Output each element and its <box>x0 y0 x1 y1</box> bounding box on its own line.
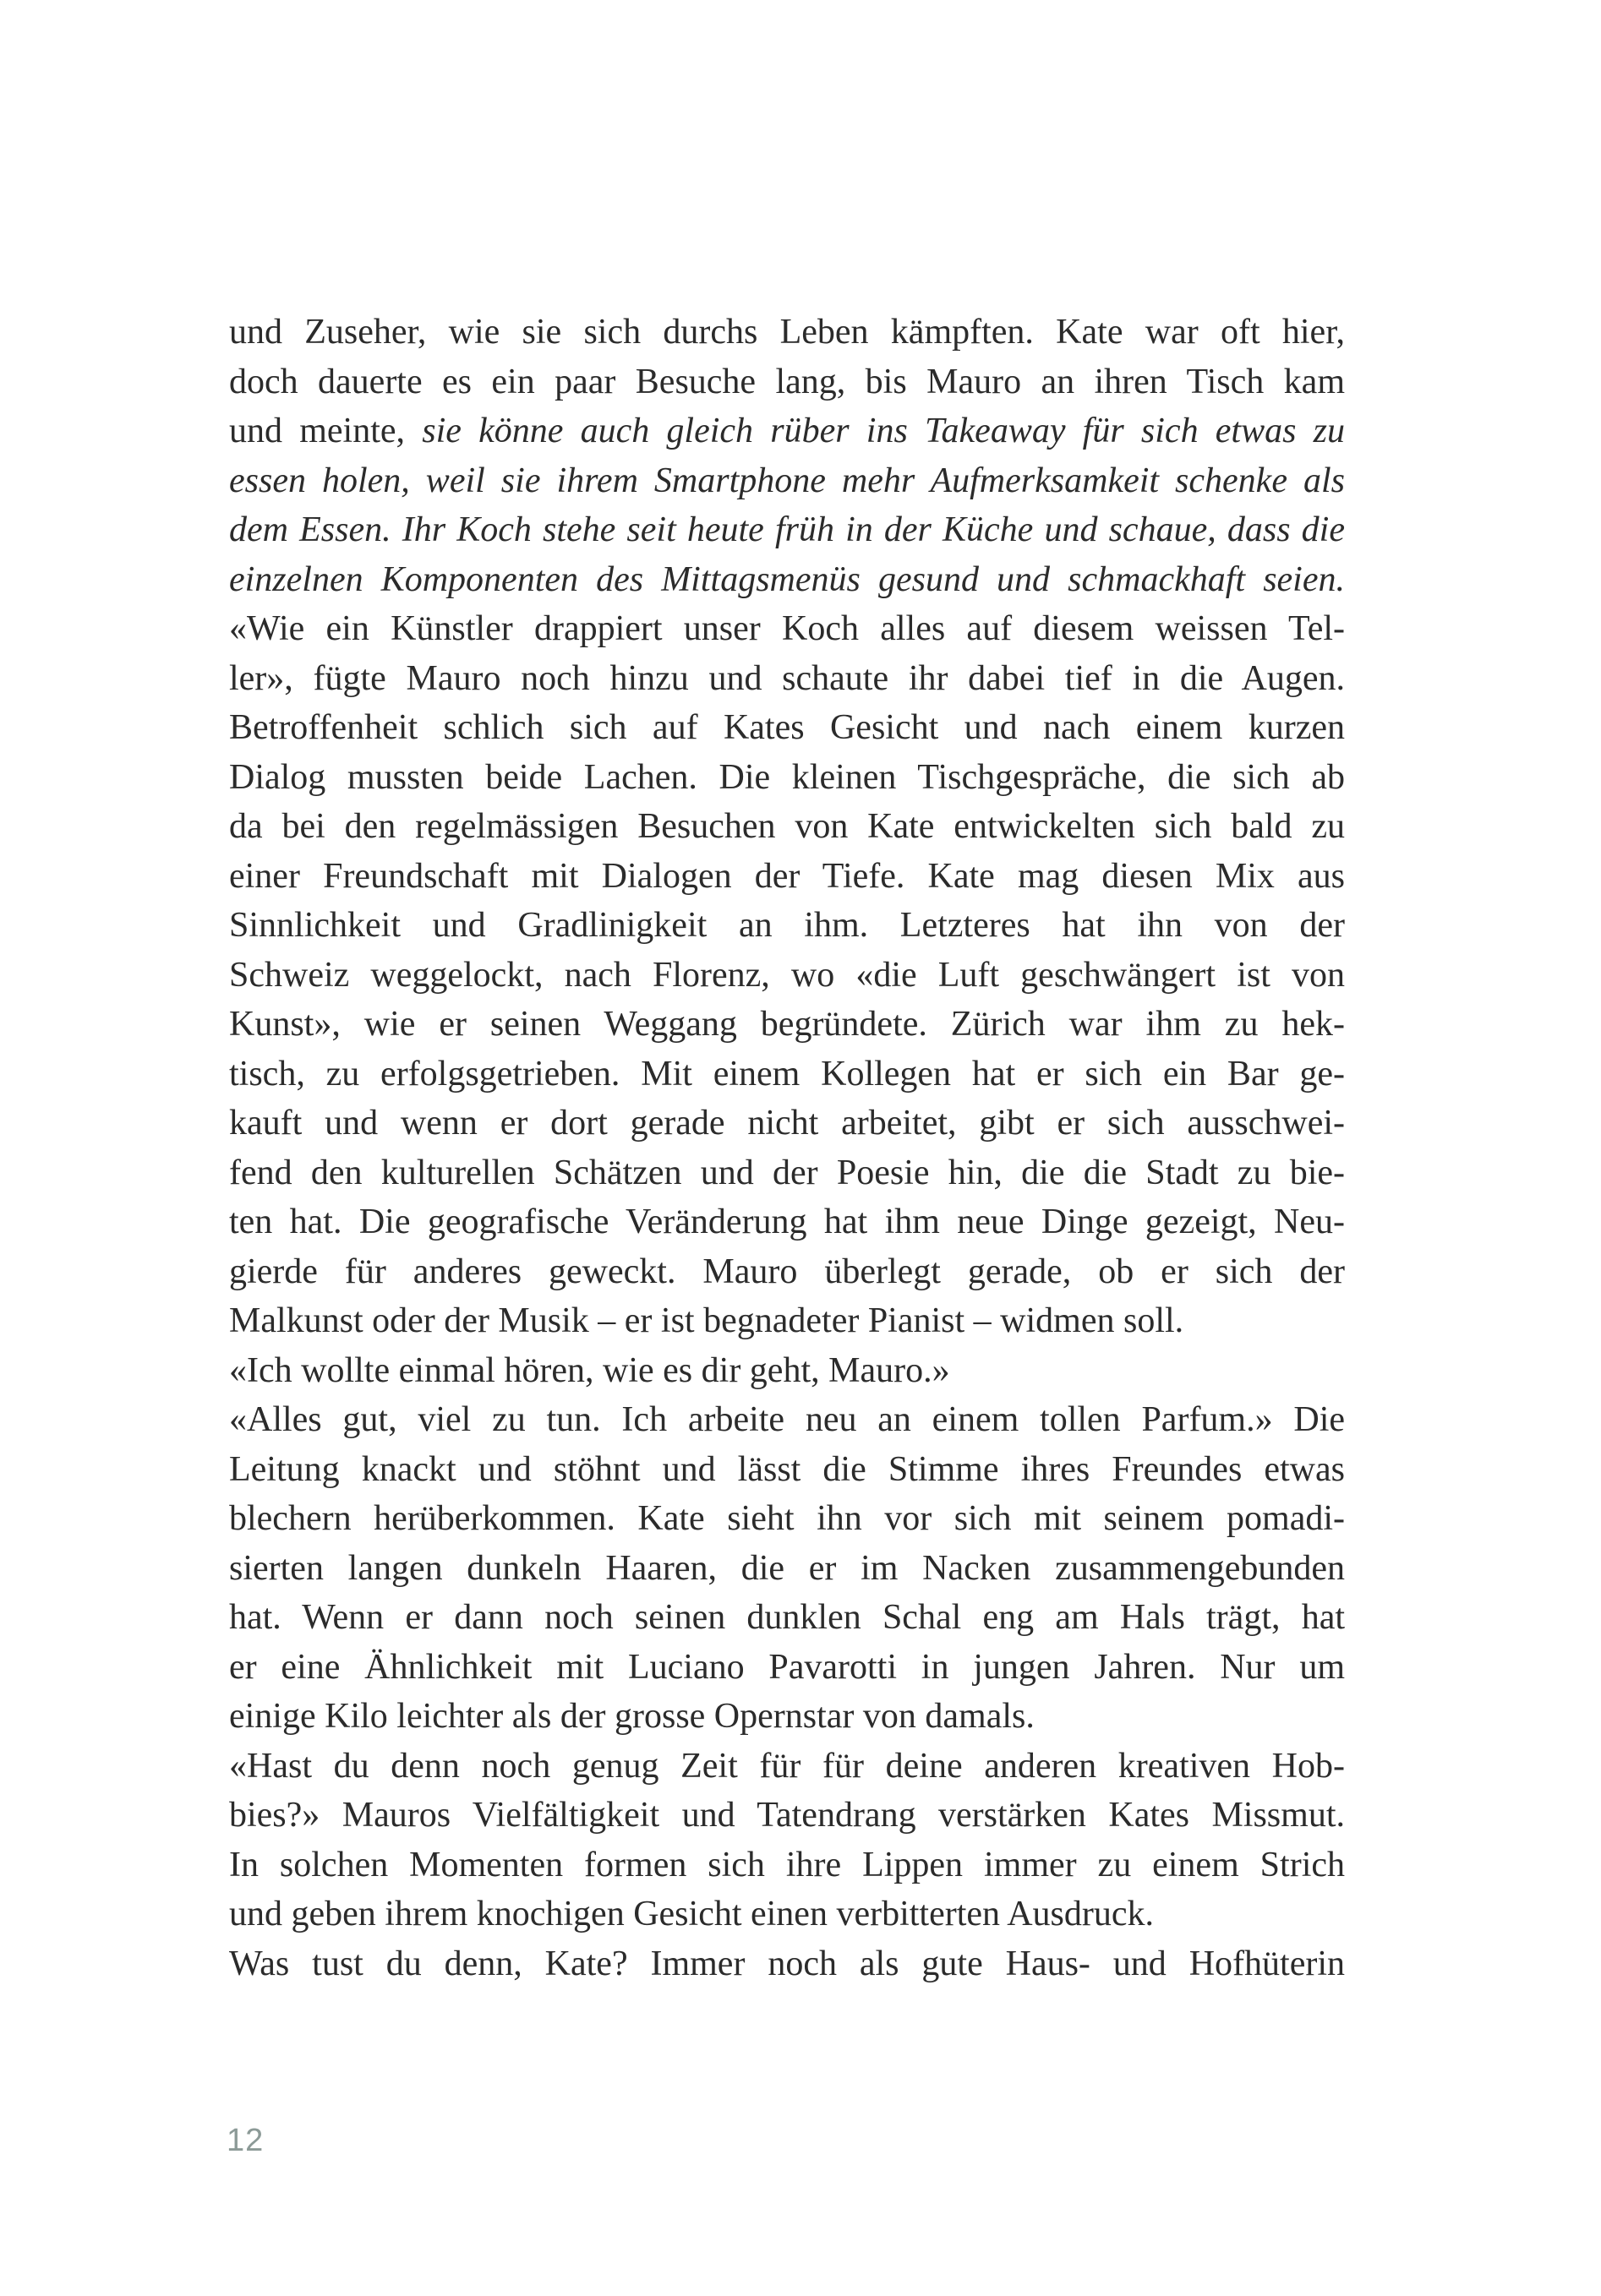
text-line <box>229 1742 1345 1792</box>
text-line-content: «Ich wollte einmal hören, wie es dir geht, Mauro.» <box>229 1350 950 1390</box>
text-line <box>229 1643 1345 1693</box>
text-line-content: «Alles gut, viel zu tun. Ich arbeite neu an einem tollen Parfum.» Die <box>229 1400 1345 1439</box>
italic-quote: dem Essen. Ihr Koch stehe seit heute früh in der Küche und schaue, dass die <box>229 510 1345 549</box>
text-line <box>229 753 1345 803</box>
text-line <box>229 1445 1345 1495</box>
text-line <box>229 357 1345 407</box>
text-line <box>229 1395 1345 1445</box>
text-line-content: Kunst», wie er seinen Weggang begründete. Zürich war ihm zu hek- <box>229 1005 1345 1044</box>
text-line <box>229 654 1345 704</box>
text-line-content: ten hat. Die geografische Veränderung hat ihm neue Dinge gezeigt, Neu- <box>229 1203 1345 1241</box>
text-line-content: In solchen Momenten formen sich ihre Lippen immer zu einem Strich <box>229 1845 1345 1884</box>
text-line <box>229 1841 1345 1890</box>
text-line <box>229 1050 1345 1099</box>
text-line <box>229 555 1345 605</box>
text-line-content: Schweiz weggelockt, nach Florenz, wo «die Luft geschwängert ist von <box>229 955 1345 995</box>
text-line-content: tisch, zu erfolgsgetrieben. Mit einem Kollegen hat er sich ein Bar ge- <box>229 1054 1345 1093</box>
text-line-content: Dialog mussten beide Lachen. Die kleinen Tischgespräche, die sich ab <box>229 757 1345 797</box>
text-line-content: und Zuseher, wie sie sich durchs Leben kämpften. Kate war oft hier, <box>229 313 1345 352</box>
text-line <box>229 852 1345 902</box>
text-line-content: Malkunst oder der Musik – er ist begnadeter Pianist – widmen soll. <box>229 1301 1184 1340</box>
text-line-content: hat. Wenn er dann noch seinen dunklen Schal eng am Hals trägt, hat <box>229 1598 1345 1637</box>
text-line-content: einige Kilo leichter als der grosse Opernstar von damals. <box>229 1697 1035 1736</box>
text-line <box>229 1791 1345 1841</box>
text-line-content: sierten langen dunkeln Haaren, die er im Nacken zusammengebunden <box>229 1548 1345 1588</box>
body-text <box>229 308 1345 1988</box>
text-line <box>229 802 1345 852</box>
text-line <box>229 1593 1345 1643</box>
italic-quote: essen holen, weil sie ihrem Smartphone mehr Aufmerksamkeit schenke als <box>229 461 1345 500</box>
text-line-content: ler», fügte Mauro noch hinzu und schaute ihr dabei tief in die Augen. <box>229 658 1345 698</box>
text-line-content: er eine Ähnlichkeit mit Luciano Pavarotti in jungen Jahren. Nur um <box>229 1647 1345 1687</box>
text-line-content: blechern herüberkommen. Kate sieht ihn vor sich mit seinem pomadi- <box>229 1499 1345 1538</box>
text-line-content: fend den kulturellen Schätzen und der Poesie hin, die die Stadt zu bie- <box>229 1153 1345 1192</box>
text-line-content: «Wie ein Künstler drappiert unser Koch alles auf diesem weissen Tel- <box>229 609 1345 648</box>
text-line-content: Was tust du denn, Kate? Immer noch als gute Haus- und Hofhüterin <box>229 1944 1345 1983</box>
text-line-content: gierde für anderes geweckt. Mauro überlegt gerade, ob er sich der <box>229 1252 1345 1291</box>
text-line <box>229 1296 1345 1346</box>
text-line <box>229 1939 1345 1989</box>
text-line <box>229 505 1345 555</box>
text-line <box>229 901 1345 951</box>
text-line <box>229 951 1345 1001</box>
italic-quote: einzelnen Komponenten des Mittagsmenüs gesund und schmackhaft seien. <box>229 559 1345 599</box>
text-line <box>229 604 1345 654</box>
text-line-content: da bei den regelmässigen Besuchen von Kate entwickelten sich bald zu <box>229 807 1345 846</box>
page-number: 12 <box>227 2123 265 2158</box>
text-line-content: Betroffenheit schlich sich auf Kates Gesicht und nach einem kurzen <box>229 708 1345 747</box>
text-line <box>229 406 1345 456</box>
text-line <box>229 308 1345 357</box>
text-line <box>229 456 1345 506</box>
text-line-content: bies?» Mauros Vielfältigkeit und Tatendrang verstärken Kates Missmut. <box>229 1796 1345 1835</box>
text-line <box>229 1197 1345 1247</box>
text-line <box>229 1890 1345 1939</box>
text-line-content: «Hast du denn noch genug Zeit für für deine anderen kreativen Hob- <box>229 1746 1345 1786</box>
text-line <box>229 1099 1345 1148</box>
text-line <box>229 1692 1345 1742</box>
text-line-content: und meinte, <box>229 412 423 450</box>
text-line <box>229 1000 1345 1050</box>
text-line-content: Sinnlichkeit und Gradlinigkeit an ihm. Letzteres hat ihn von der <box>229 906 1345 945</box>
text-line <box>229 1346 1345 1396</box>
text-line <box>229 1247 1345 1297</box>
text-line-content: und geben ihrem knochigen Gesicht einen verbitterten Ausdruck. <box>229 1895 1155 1933</box>
text-line-content: einer Freundschaft mit Dialogen der Tiefe. Kate mag diesen Mix aus <box>229 856 1345 896</box>
text-line <box>229 703 1345 753</box>
text-line-content: kauft und wenn er dort gerade nicht arbeitet, gibt er sich ausschwei- <box>229 1104 1345 1143</box>
text-line <box>229 1544 1345 1594</box>
italic-quote: sie könne auch gleich rüber ins Takeaway für sich etwas zu <box>422 412 1345 450</box>
text-line <box>229 1148 1345 1198</box>
text-line <box>229 1494 1345 1544</box>
text-line-content: doch dauerte es ein paar Besuche lang, bis Mauro an ihren Tisch kam <box>229 362 1345 401</box>
text-line-content: Leitung knackt und stöhnt und lässt die Stimme ihres Freundes etwas <box>229 1449 1345 1489</box>
